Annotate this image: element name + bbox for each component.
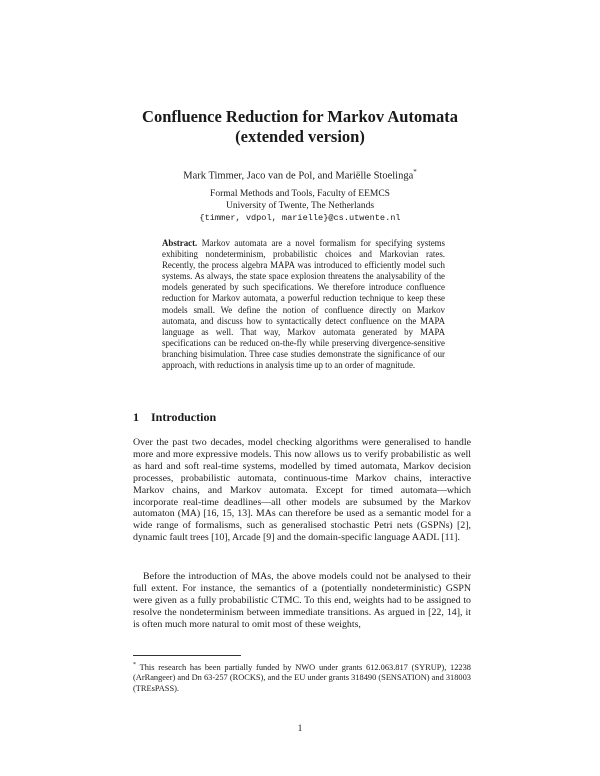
author-names: Mark Timmer, Jaco van de Pol, and Mariëlle Stoelinga xyxy=(183,170,414,182)
page-number: 1 xyxy=(297,724,303,734)
footnote-text: This research has been partially funded by NWO under grants 612.063.817 (SYRUP), 12238 (ArRangeer) and Dn 63-257 (ROCKS), and the EU under grants 318490 (SENSATION) and 318003 (TREsPASS). xyxy=(133,662,471,693)
abstract xyxy=(162,238,445,371)
footnote-rule xyxy=(133,655,241,656)
author-list xyxy=(0,166,600,183)
body-paragraph: Before the introduction of MAs, the above models could not be analysed to their full extent. For instance, the semantics of a (potentially nondeterministic) GSPN were given as a fully probabilistic CTMC. To this end, weights had to be assigned to resolve the nondeterminism between immediate transitions. As argued in [22, 14], it is often much more natural to omit most of these weights, xyxy=(133,571,471,630)
author-footnote-mark: * xyxy=(413,168,417,176)
section-title: Introduction xyxy=(151,410,217,424)
paper-subtitle: (extended version) xyxy=(235,127,365,146)
section-heading xyxy=(133,410,216,424)
abstract-label: Abstract. xyxy=(162,238,198,248)
abstract-text: Markov automata are a novel formalism for specifying systems exhibiting nondeterminism, probabilistic choices and Markovian rates. Recently, the process algebra MAPA was introduced to efficiently model such systems. As always, the state space explosion threatens the analysability of the models generated by such specifications. We therefore introduce confluence reduction for Markov automata, a powerful reduction technique to keep these models small. We define the notion of confluence directly on Markov automata, and discuss how to syntactically detect confluence on the MAPA language as well. That way, Markov automata generated by MAPA specifications can be reduced on-the-fly while preserving divergence-sensitive branching bisimulation. Three case studies demonstrate the significance of our approach, with reductions in analysis time up to an order of magnitude. xyxy=(162,238,445,371)
footnote-mark: * xyxy=(133,662,136,668)
paper-title: Confluence Reduction for Markov Automata xyxy=(142,107,458,126)
body-paragraph: Over the past two decades, model checking algorithms were generalised to handle more and more expressive models. This now allows us to verify probabilistic as well as hard and soft real-time systems, modelled by timed automata, Markov decision processes, probabilistic automata, continuous-time Markov chains, interactive Markov chains, and Markov automata. Except for timed automata—which incorporate real-time deadlines—all other models are subsumed by the Markov automaton (MA) [16, 15, 13]. MAs can therefore be used as a semantic model for a wide range of formalisms, such as generalised stochastic Petri nets (GSPNs) [2], dynamic fault trees [10], Arcade [9] and the domain-specific language AADL [11]. xyxy=(133,437,471,544)
footnote xyxy=(133,660,471,694)
section-number: 1 xyxy=(133,410,139,424)
affiliation-emails: {timmer, vdpol, marielle}@cs.utwente.nl xyxy=(199,213,401,223)
affiliation-department: Formal Methods and Tools, Faculty of EEMCS xyxy=(210,189,390,199)
affiliation-university: University of Twente, The Netherlands xyxy=(225,201,375,211)
